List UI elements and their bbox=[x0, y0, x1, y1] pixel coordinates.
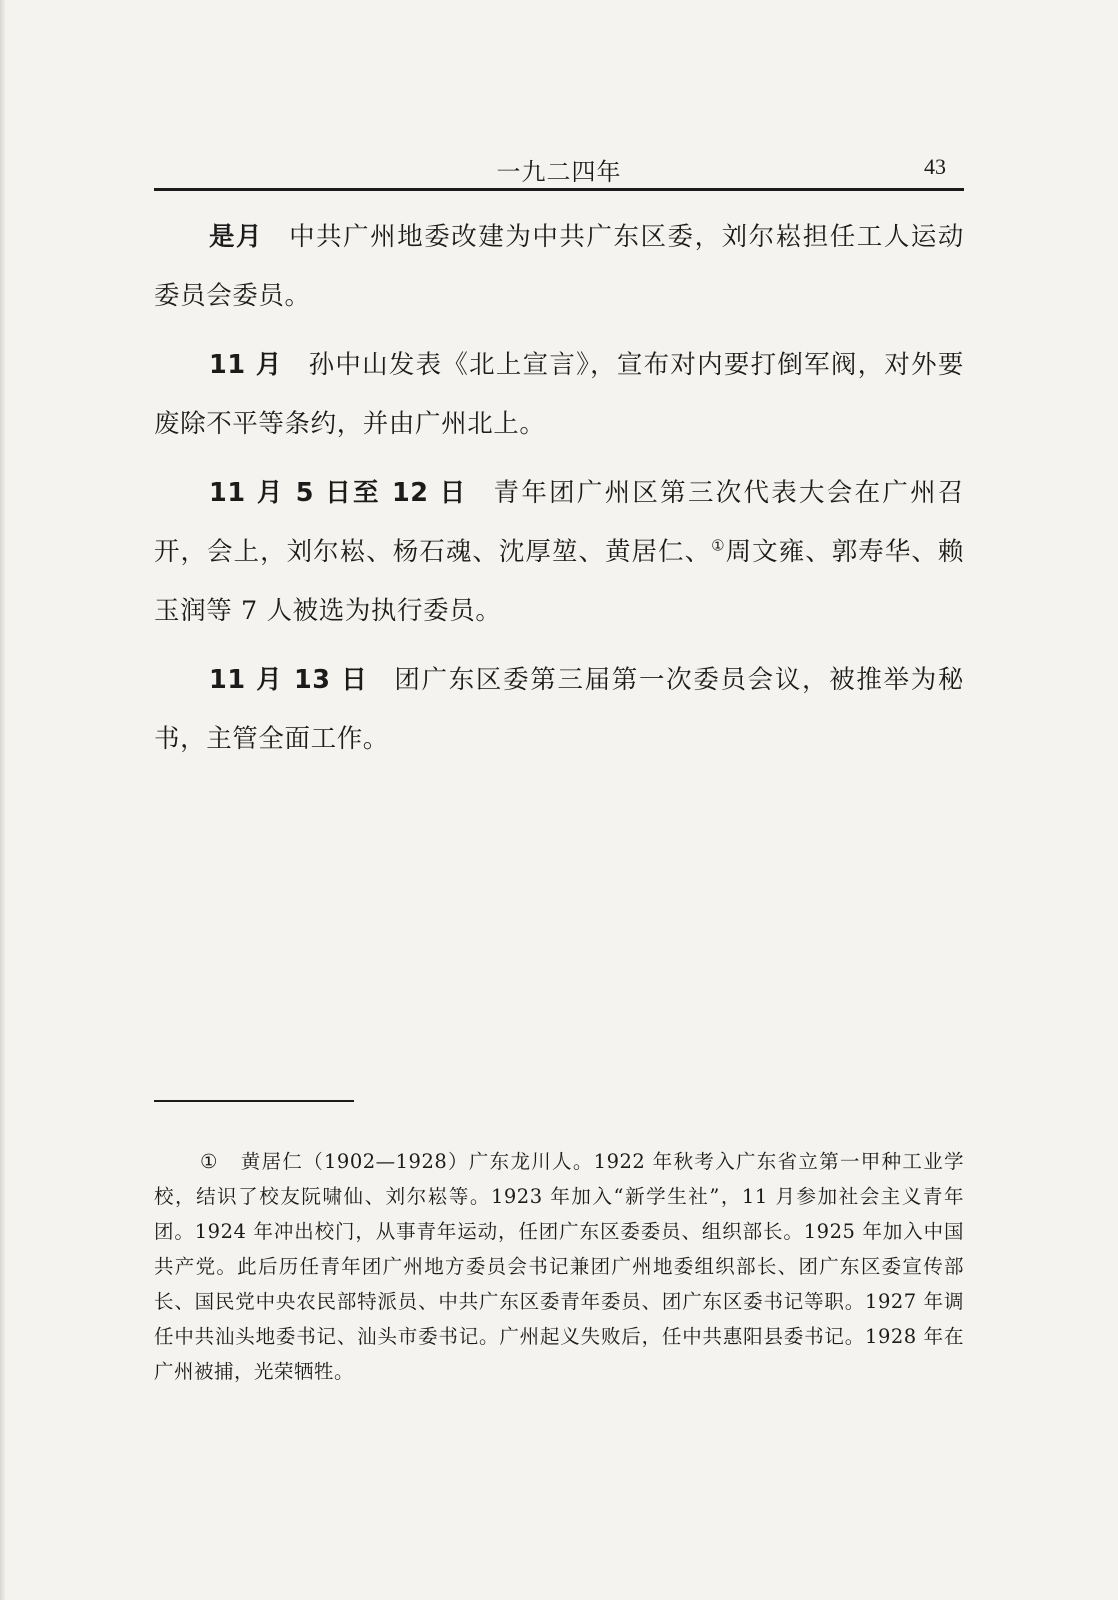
chronology-entry bbox=[154, 464, 964, 641]
main-body bbox=[154, 208, 964, 779]
entry-text: 孙中山发表《北上宣言》，宣布对内要打倒军阀，对外要废除不平等条约，并由广州北上。 bbox=[154, 350, 964, 439]
entry-date: 11 月 bbox=[209, 350, 283, 380]
footnote bbox=[154, 1144, 964, 1389]
entry-text: 青年团广州区第三次代表大会在广州召开，会上，刘尔崧、杨石魂、沈厚堃、黄居仁、 bbox=[154, 478, 964, 567]
entry-text: 中共广州地委改建为中共广东区委，刘尔崧担任工人运动委员会委员。 bbox=[154, 222, 964, 311]
chronology-entry bbox=[154, 336, 964, 454]
entry-date: 11 月 5 日至 12 日 bbox=[209, 478, 468, 508]
footnote-text: 黄居仁（1902—1928）广东龙川人。1922 年秋考入广东省立第一甲种工业学校，结识了校友阮啸仙、刘尔崧等。1923 年加入“新学生社”，11 月参加社会主义青年团。1924 年冲出校门，从事青年运动，任团广东区委委员、组织部长。1925 年加入中国共产党。此后历任青年团广州地方委员会书记兼团广州地委组织部长、团广东区委宣传部长、国民党中央农民部特派员、中共广东区委青年委员、团广东区委书记等职。1927 年调任中共汕头地委书记、汕头市委书记。广州起义失败后，任中共惠阳县委书记。1928 年在广州被捕，光荣牺牲。 bbox=[154, 1149, 965, 1383]
chronology-entry bbox=[154, 651, 964, 769]
entry-text: 团广东区委第三届第一次委员会议，被推举为秘书，主管全面工作。 bbox=[154, 665, 964, 754]
entry-date: 是月 bbox=[209, 222, 264, 252]
entry-date: 11 月 13 日 bbox=[209, 665, 369, 695]
page-number: 43 bbox=[924, 154, 946, 179]
footnote-marker: ① bbox=[200, 1149, 219, 1173]
footnote-rule bbox=[154, 1100, 354, 1102]
header-rule bbox=[154, 188, 964, 191]
scan-edge-shadow bbox=[0, 0, 6, 1600]
footnote-reference[interactable]: ① bbox=[711, 536, 726, 555]
chronology-entry bbox=[154, 208, 964, 326]
entry-text-continued: 周文雍、郭寿华、赖玉润等 7 人被选为执行委员。 bbox=[154, 537, 964, 626]
page-header bbox=[154, 148, 964, 188]
running-title: 一九二四年 bbox=[496, 158, 622, 186]
